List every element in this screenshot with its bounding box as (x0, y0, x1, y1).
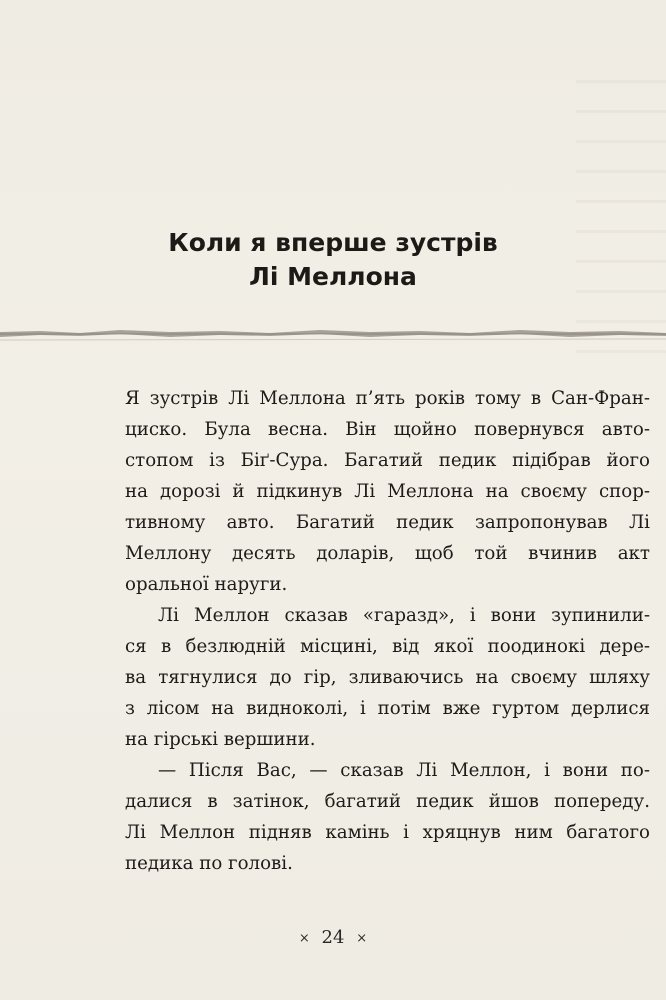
paragraph-3 (125, 755, 650, 879)
folio-ornament-right: × (356, 930, 368, 946)
text-line: на гірські вершини. (125, 729, 316, 750)
torn-edge-divider (0, 322, 666, 344)
text-line: оральної наруги. (125, 574, 288, 595)
folio-ornament-left: × (298, 930, 310, 946)
chapter-title-line-1: Коли я вперше зустрів (168, 228, 498, 257)
paragraph-2 (125, 600, 650, 755)
text-line: Я зустрів Лі Меллона п’ять років тому в Сан-Фран- (125, 388, 650, 409)
text-line: ся в безлюдній місцині, від якої поодинокі дере- (125, 636, 650, 657)
chapter-body (125, 383, 650, 879)
text-line: Лі Меллон підняв камінь і хряцнув ним багатого (125, 822, 650, 843)
page-number-folio (0, 927, 666, 948)
text-line: Меллону десять доларів, щоб той вчинив акт (125, 543, 650, 564)
text-line: тивному авто. Багатий педик запропонував Лі (125, 512, 650, 533)
text-line: Лі Меллон сказав «гаразд», і вони зупинили- (158, 605, 650, 626)
paragraph-1 (125, 383, 650, 600)
text-line: з лісом на видноколі, і потім вже гуртом дерлися (125, 698, 650, 719)
text-line: — Після Вас, — сказав Лі Меллон, і вони по- (158, 760, 650, 781)
text-line: далися в затінок, багатий педик йшов попереду. (125, 791, 650, 812)
chapter-title-line-2: Лі Меллона (249, 262, 417, 291)
page-number: 24 (321, 927, 345, 948)
chapter-title (0, 226, 666, 294)
show-through-texture (576, 80, 666, 360)
text-line: ва тягнулися до гір, зливаючись на своєму шляху (125, 667, 650, 688)
text-line: циско. Була весна. Він щойно повернувся авто- (125, 419, 650, 440)
text-line: педика по голові. (125, 853, 293, 874)
text-line: на дорозі й підкинув Лі Меллона на своєму спор- (125, 481, 650, 502)
text-line: стопом із Біґ-Сура. Багатий педик підібрав його (125, 450, 650, 471)
